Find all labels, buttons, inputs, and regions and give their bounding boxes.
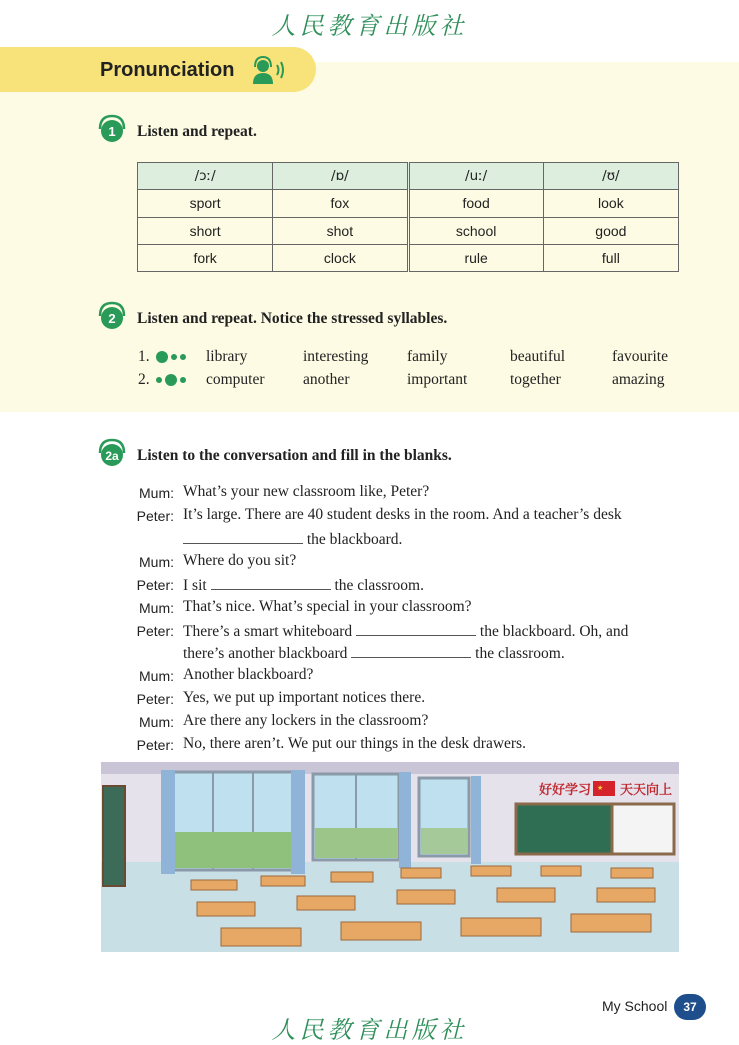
- exercise-2a-number: 2a: [105, 449, 119, 463]
- student-desk: [497, 888, 555, 902]
- dialogue-speaker: Mum:: [139, 600, 174, 616]
- dialogue-line: What’s your new classroom like, Peter?: [183, 483, 430, 500]
- table-cell: short: [138, 217, 273, 244]
- student-desk: [597, 888, 655, 902]
- dialogue-speaker: Mum:: [139, 714, 174, 730]
- exercise-2-headphone-badge-icon: [96, 300, 128, 330]
- table-row: [138, 217, 679, 244]
- table-cell: clock: [273, 244, 408, 271]
- dialogue-line: There’s a smart whiteboard the blackboard. Oh, and: [183, 623, 629, 640]
- table-header-cell: /ɒ/: [273, 163, 408, 190]
- dialogue-line: Where do you sit?: [183, 552, 297, 569]
- publisher-watermark-bottom: 人民教育出版社: [271, 1016, 468, 1044]
- dialogue-speaker: Mum:: [139, 554, 174, 570]
- dialogue-line: It’s large. There are 40 student desks in the room. And a teacher’s desk: [183, 506, 622, 523]
- dialogue-line: Are there any lockers in the classroom?: [183, 712, 429, 729]
- stress-word: amazing: [612, 371, 665, 388]
- exercise-1-headphone-badge-icon: [96, 113, 128, 143]
- table-cell: school: [408, 217, 543, 244]
- dialogue-speaker: Peter:: [136, 737, 174, 753]
- exercise-2a-headphone-badge-icon: [96, 437, 128, 467]
- exercise-1-number: 1: [108, 124, 116, 139]
- table-header-row: [138, 163, 679, 190]
- stress-word: favourite: [612, 348, 668, 365]
- table-cell: fox: [273, 190, 408, 217]
- table-cell: food: [408, 190, 543, 217]
- table-cell: fork: [138, 244, 273, 271]
- table-row: [138, 190, 679, 217]
- stress-word: together: [510, 371, 561, 388]
- dialogue-speaker: Peter:: [136, 623, 174, 639]
- classroom-illustration: [101, 762, 679, 952]
- student-desk: [297, 896, 355, 910]
- exercise-2-heading: Listen and repeat. Notice the stressed syllables.: [137, 310, 448, 327]
- table-cell: shot: [273, 217, 408, 244]
- banner-right-text: 天天向上: [620, 783, 673, 798]
- dialogue-line: the blackboard.: [183, 529, 402, 549]
- window: [419, 778, 469, 856]
- publisher-watermark-top: 人民教育出版社: [271, 12, 468, 40]
- page-number: 37: [674, 994, 706, 1020]
- window: [173, 772, 293, 870]
- student-desk: [191, 880, 237, 890]
- stress-row-1-label: 1.: [138, 348, 150, 365]
- fill-in-blank[interactable]: [211, 575, 331, 590]
- table-header-cell: /ɔː/: [138, 163, 273, 190]
- blackboard: [516, 804, 612, 854]
- student-desk: [611, 868, 653, 878]
- unit-title: My School: [602, 998, 668, 1014]
- fill-in-blank[interactable]: [183, 529, 303, 544]
- dialogue-speaker: Peter:: [136, 577, 174, 593]
- dialogue-speaker: Mum:: [139, 485, 174, 501]
- whiteboard: [612, 804, 674, 854]
- student-desk: [397, 890, 455, 904]
- stress-pattern-1-icon: [156, 348, 186, 366]
- student-desk: [541, 866, 581, 876]
- table-cell: good: [543, 217, 678, 244]
- dialogue-speaker: Mum:: [139, 668, 174, 684]
- exercise-2-number: 2: [108, 311, 116, 326]
- dialogue-line: Another blackboard?: [183, 666, 314, 683]
- student-desk: [261, 876, 305, 886]
- stress-word: family: [407, 348, 448, 365]
- table-cell: sport: [138, 190, 273, 217]
- table-header-cell: /uː/: [408, 163, 543, 190]
- stress-word: computer: [206, 371, 265, 388]
- table-cell: look: [543, 190, 678, 217]
- window: [313, 774, 399, 860]
- stress-word: important: [407, 371, 468, 388]
- student-desk: [341, 922, 421, 940]
- section-title: Pronunciation: [100, 59, 235, 81]
- student-desk: [331, 872, 373, 882]
- stress-word: library: [206, 348, 248, 365]
- dialogue-line: That’s nice. What’s special in your classroom?: [183, 598, 472, 615]
- student-desk: [197, 902, 255, 916]
- exercise-1-heading: Listen and repeat.: [137, 123, 257, 140]
- student-desk: [471, 866, 511, 876]
- phonetics-table: [137, 162, 679, 272]
- table-row: [138, 244, 679, 271]
- student-desk: [401, 868, 441, 878]
- dialogue-line: Yes, we put up important notices there.: [183, 689, 426, 706]
- exercise-2a-heading: Listen to the conversation and fill in the blanks.: [137, 447, 452, 464]
- table-header-cell: /ʊ/: [543, 163, 678, 190]
- banner-left-text: 好好学习: [539, 783, 592, 798]
- stress-row-2-label: 2.: [138, 371, 150, 388]
- svg-text:★: ★: [597, 784, 604, 792]
- table-cell: full: [543, 244, 678, 271]
- student-desk: [461, 918, 541, 936]
- fill-in-blank[interactable]: [356, 621, 476, 636]
- stress-word: beautiful: [510, 348, 566, 365]
- headset-listening-icon: [248, 56, 288, 86]
- dialogue-speaker: Peter:: [136, 508, 174, 524]
- stress-pattern-2-icon: [156, 371, 186, 389]
- stress-word: another: [303, 371, 350, 388]
- dialogue-line: No, there aren’t. We put our things in the desk drawers.: [183, 735, 526, 752]
- dialogue-line: there’s another blackboard the classroom.: [183, 645, 565, 662]
- table-cell: rule: [408, 244, 543, 271]
- stress-word: interesting: [303, 348, 369, 365]
- student-desk: [221, 928, 301, 946]
- student-desk: [571, 914, 651, 932]
- dialogue-speaker: Peter:: [136, 691, 174, 707]
- fill-in-blank[interactable]: [351, 643, 471, 658]
- dialogue-line: I sit the classroom.: [183, 577, 424, 594]
